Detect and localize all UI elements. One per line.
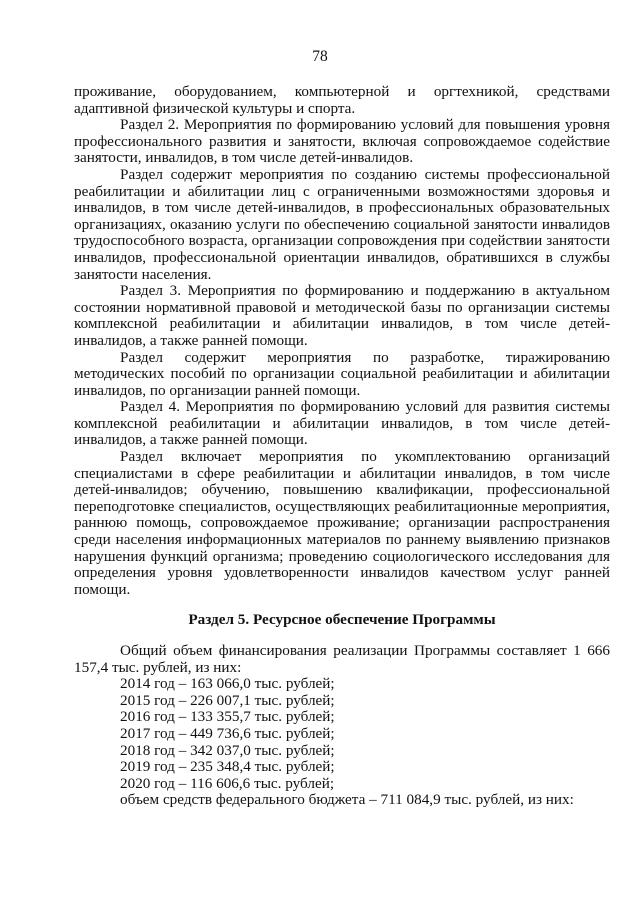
financing-year-2020: 2020 год – 116 606,6 тыс. рублей; [120, 774, 335, 792]
financing-year-2014: 2014 год – 163 066,0 тыс. рублей; [120, 675, 335, 693]
federal-budget-line: объем средств федерального бюджета – 711 084,9 тыс. рублей, из них: [120, 791, 574, 809]
financing-intro: Общий объем финансирования реализации Программы составляет 1 666 157,4 тыс. рублей, из них: [74, 642, 610, 676]
financing-year-2015: 2015 год – 226 007,1 тыс. рублей; [120, 691, 335, 709]
paragraph-section-3-content: Раздел содержит мероприятия по разработке, тиражированию методических пособий по организации социальной реабилитации и абилитации инвалидов, по организации ранней помощи. [74, 348, 610, 399]
paragraph-section-2-content: Раздел содержит мероприятия по созданию системы профессиональной реабилитации и абилитации лиц с ограниченными возможностями здоровья и инвалидов, в том числе детей-инвалидов, в профессиональных образовательных организациях, оказанию услуги по обеспечению социальной занятости инвалидов трудоспособного возраста, организации сопровождения при содействии занятости инвалидов, профессиональной ориентации инвалидов, обратившихся в службы занятости населения. [74, 165, 610, 283]
page-number: 78 [312, 48, 328, 65]
financing-year-2019: 2019 год – 235 348,4 тыс. рублей; [120, 758, 335, 776]
financing-year-2016: 2016 год – 133 355,7 тыс. рублей; [120, 708, 335, 726]
document-body [74, 84, 610, 809]
financing-year-2018: 2018 год – 342 037,0 тыс. рублей; [120, 741, 335, 759]
paragraph-continuation: проживание, оборудованием, компьютерной и оргтехникой, средствами адаптивной физической культуры и спорта. [74, 83, 610, 117]
paragraph-section-4-title: Раздел 4. Мероприятия по формированию условий для развития системы комплексной реабилитации и абилитации инвалидов, в том числе детей-инвалидов, а также ранней помощи. [74, 398, 610, 449]
section-5-heading: Раздел 5. Ресурсное обеспечение Программы [188, 611, 496, 629]
paragraph-section-4-content: Раздел включает мероприятия по укомплектованию организаций специалистами в сфере реабилитации и абилитации инвалидов, в том числе детей-инвалидов; обучению, повышению квалификации, профессиональной переподготовке специалистов, осуществляющих реабилитационные мероприятия, раннюю помощь, сопровождаемое проживание; организации распространения среди населения информационных материалов по раннему выявлению признаков нарушения функций организма; проведению социологического исследования для определения уровня удовлетворенности инвалидов качеством услуг ранней помощи. [74, 448, 610, 598]
financing-year-list [74, 676, 610, 792]
financing-year-2017: 2017 год – 449 736,6 тыс. рублей; [120, 724, 335, 742]
paragraph-section-3-title: Раздел 3. Мероприятия по формированию и поддержанию в актуальном состоянии нормативной правовой и методической базы по организации системы комплексной реабилитации и абилитации инвалидов, в том числе детей-инвалидов, а также ранней помощи. [74, 282, 610, 349]
paragraph-section-2-title: Раздел 2. Мероприятия по формированию условий для повышения уровня профессионального развития и занятости, включая сопровождаемое содействие занятости, инвалидов, в том числе детей-инвалидов. [74, 116, 610, 167]
